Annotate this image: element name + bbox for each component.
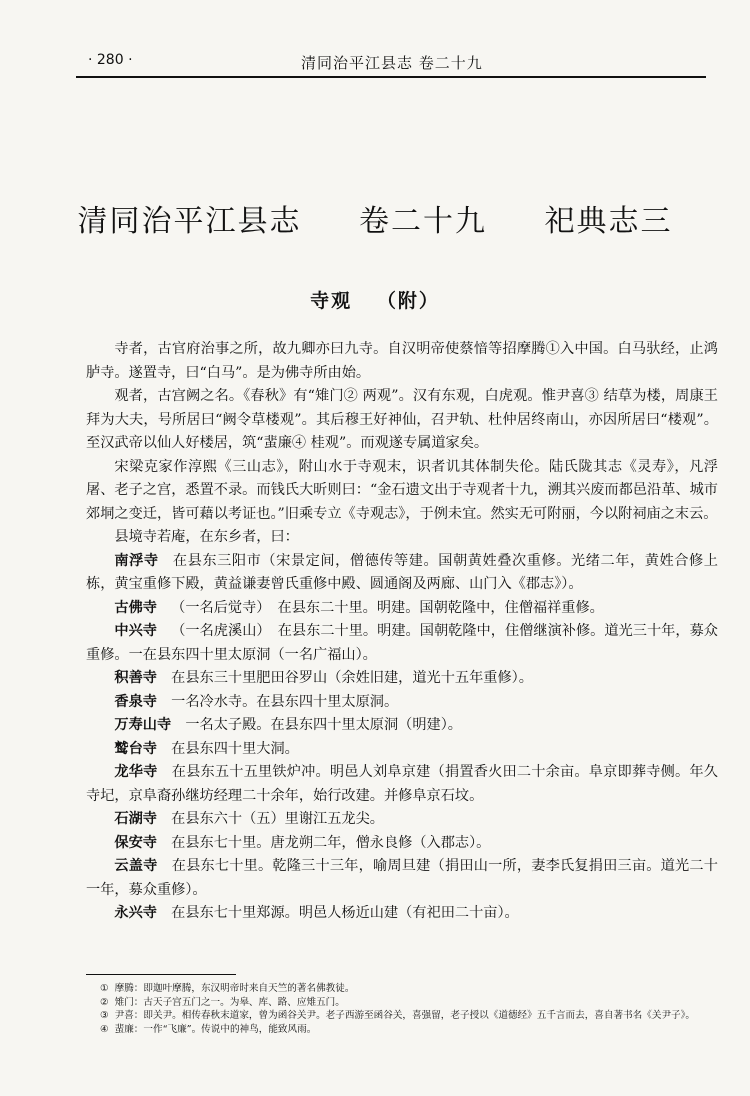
paragraph: 观者，古宫阙之名。《春秋》有“雉门② 两观”。汉有东观，白虎观。惟尹喜③ 结草为楼，周康王拜为大夫，号所居曰“阙令草楼观”。其后穆王好神仙，召尹轨、杜仲居终南山，亦因所居曰“楼观”。至汉武帝以仙人好楼居，筑“蜚廉④ 桂观”。而观遂专属道家矣。 (86, 388, 718, 451)
temple-entry (86, 550, 718, 597)
section-note: （附） (376, 290, 440, 312)
temple-text: （一名虎溪山） 在县东二十里。明建。国朝乾隆中，住僧继演补修。道光三十年，募众重修。一在县东四十里太原洞（一名广福山）。 (86, 623, 718, 663)
temple-text: 一名太子殿。在县东四十里太原洞（明建）。 (185, 717, 462, 733)
temple-entry (86, 691, 718, 715)
temple-text: 在县东四十里大洞。 (171, 740, 299, 757)
section-name: 寺观 (310, 290, 353, 312)
temple-entry (86, 620, 718, 667)
temple-name: 积善寺 (114, 670, 157, 686)
chapter-title (0, 196, 750, 240)
temple-name: 石湖寺 (114, 811, 157, 827)
footnote-mark: ④ (100, 1023, 109, 1035)
footnote-mark: ③ (100, 1010, 109, 1021)
temple-text: 在县东五十五里铁炉冲。明邑人刘阜京建（捐置香火田二十余亩。阜京即葬寺侧。年久寺圮，京阜裔孙继坊经理二十余年，始行改建。并修阜京石坟。 (86, 764, 718, 804)
temple-entry (86, 714, 718, 738)
temple-entry (86, 855, 718, 902)
footnotes (100, 982, 720, 1036)
temple-text: 在县东七十里。乾隆三十三年，喻周旦建（捐田山一所，妻李氏复捐田三亩。道光二十一年，募众重修）。 (86, 858, 718, 898)
temple-name: 万寿山寺 (114, 717, 172, 733)
temple-text: 在县东七十里郑源。明邑人杨近山建（有祀田二十亩）。 (171, 905, 519, 921)
section-heading (0, 286, 750, 313)
footnote (100, 982, 720, 996)
temple-name: 南浮寺 (114, 552, 159, 569)
temple-name: 香泉寺 (114, 693, 157, 710)
temple-text: 在县东三阳市（宋景定间，僧德传等建。国朝黄姓叠次重修。光绪二年，黄姓合修上栋，黄宝重修下殿，黄益谦妻曾氏重修中殿、圆通阁及两廊、山门入《郡志》）。 (86, 552, 718, 592)
running-title: 清同治平江县志 卷二十九 (301, 54, 483, 72)
footnote (100, 1023, 720, 1037)
temple-text: 在县东三十里肥田谷罗山（余姓旧建，道光十五年重修）。 (171, 670, 533, 686)
footnote-text: 摩腾：即迦叶摩腾，东汉明帝时来自天竺的著名佛教徒。 (114, 983, 355, 994)
temple-name: 保安寺 (114, 834, 157, 851)
temple-entry (86, 667, 718, 691)
temple-entry (86, 832, 718, 856)
footnote-mark: ② (100, 996, 109, 1008)
temple-entry (86, 738, 718, 762)
temple-name: 龙华寺 (114, 764, 158, 780)
footnote-text: 尹喜：即关尹。相传春秋末道家，曾为函谷关尹。老子西游至函谷关，喜强留，老子授以《道德经》五千言而去，喜自著书名《关尹子》。 (114, 1010, 696, 1021)
title-part-1: 清同治平江县志 (77, 204, 302, 239)
paragraph: 寺者，古官府治事之所，故九卿亦曰九寺。自汉明帝使蔡愔等招摩腾①入中国。白马驮经，止鸿胪寺。遂置寺，曰“白马”。是为佛寺所由始。 (86, 341, 718, 381)
footnote (100, 1009, 720, 1023)
temple-name: 云盖寺 (114, 858, 158, 874)
running-header (76, 50, 706, 76)
temple-text: 在县东六十（五）里谢江五龙尖。 (171, 811, 384, 827)
title-part-3: 祀典志三 (544, 204, 673, 239)
body-text (86, 338, 718, 926)
temple-entry (86, 597, 718, 621)
temple-text: （一名后觉寺） 在县东二十里。明建。国朝乾隆中，住僧福祥重修。 (171, 599, 604, 616)
paragraph: 宋梁克家作淳熙《三山志》，附山水于寺观末，识者讥其体制失伦。陆氏陇其志《灵寿》，凡浮屠、老子之宫，悉置不录。而钱氏大昕则曰：“金石遗文出于寺观者十九，溯其兴废而都邑沿革、城市郊垌之变迁，皆可藉以考证也。”旧乘专立《寺观志》，于例未宜。然实无可附丽，今以附祠庙之末云。 (86, 458, 718, 522)
temple-entry (86, 761, 718, 808)
footnote-text: 雉门：古天子宫五门之一。为皋、库、路、应雉五门。 (114, 996, 345, 1008)
title-part-2: 卷二十九 (359, 204, 487, 239)
page-number: · 280 · (88, 52, 133, 68)
footnote-rule (86, 974, 236, 975)
temple-text: 一名冷水寺。在县东四十里太原洞。 (171, 693, 399, 710)
footnote (100, 996, 720, 1010)
temple-entry (86, 808, 718, 832)
paragraph: 县境寺若庵，在东乡者，曰： (114, 529, 299, 545)
temple-name: 永兴寺 (114, 905, 157, 921)
footnote-text: 蜚廉：一作“飞廉”。传说中的神鸟，能致风雨。 (114, 1023, 317, 1035)
temple-name: 古佛寺 (114, 599, 157, 616)
footnote-mark: ① (100, 983, 109, 994)
temple-entry (86, 902, 718, 926)
temple-name: 鹫台寺 (114, 740, 157, 757)
header-rule (76, 76, 706, 78)
temple-text: 在县东七十里。唐龙朔二年，僧永良修（入郡志）。 (171, 834, 491, 851)
temple-name: 中兴寺 (114, 623, 157, 639)
